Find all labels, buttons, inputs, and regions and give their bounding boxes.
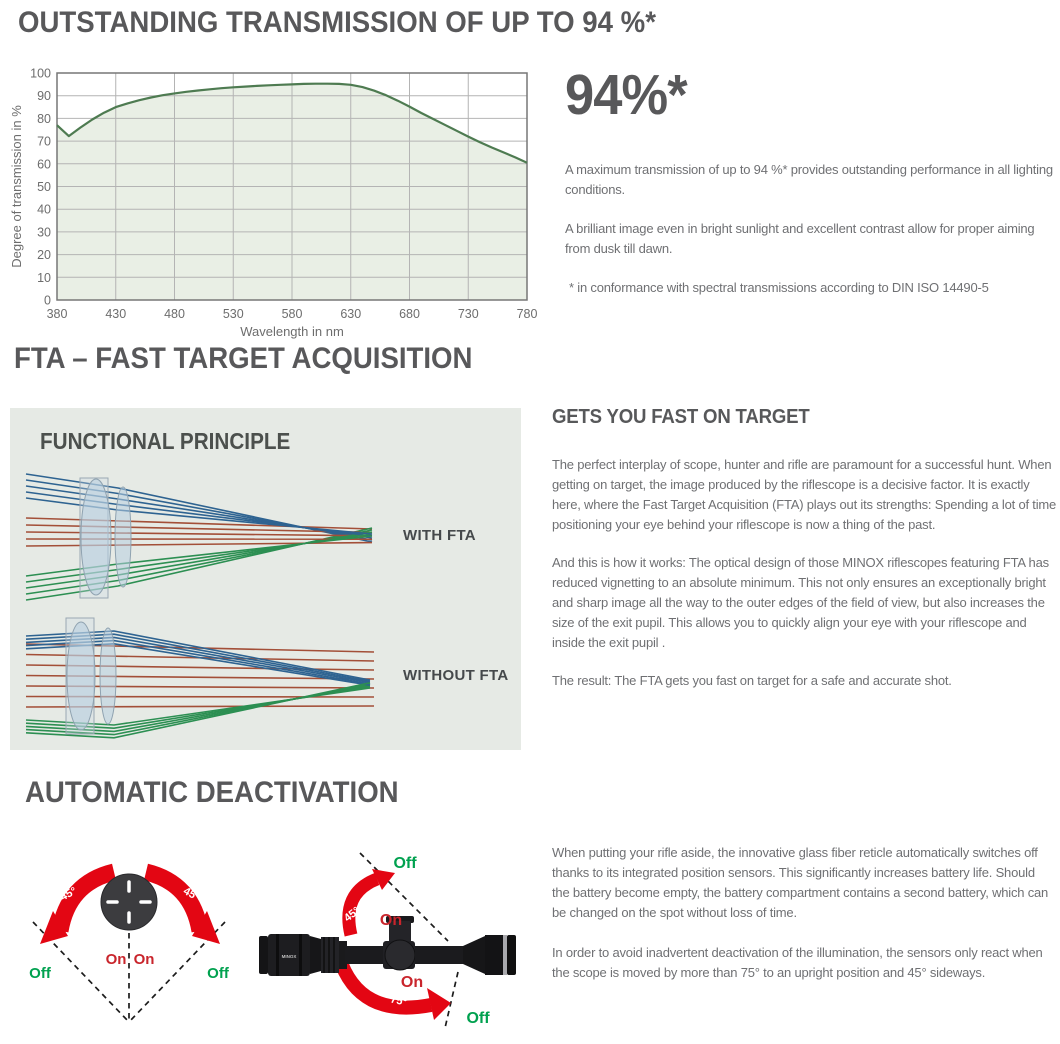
- tilt-on-right-label: On: [133, 951, 155, 968]
- tilt-45deg-left-label: 45°: [58, 885, 79, 904]
- svg-text:730: 730: [457, 307, 479, 321]
- svg-text:70: 70: [37, 134, 51, 149]
- deactivation-heading: AUTOMATIC DEACTIVATION: [25, 776, 399, 809]
- lower-dashed-line: [445, 972, 458, 1028]
- with-fta-label: WITH FTA: [403, 527, 476, 544]
- fta-subheading: GETS YOU FAST ON TARGET: [552, 406, 810, 428]
- lens-assembly-without: [66, 618, 116, 734]
- svg-text:380: 380: [46, 307, 68, 321]
- svg-text:0: 0: [44, 293, 51, 308]
- rotation-upright-diagram: [255, 835, 525, 1040]
- rot-off-bottom-label: Off: [466, 1010, 490, 1027]
- transmission-chart: [8, 64, 542, 356]
- fta-para-2: And this is how it works: The optical design of those MINOX riflescopes featuring FTA has reduced vignetting to an absolute minimum. This not only ensures an exceptionally bright and sharp image all the way to the outer edges of the field of view, but also increases the size of the exit pupil. This allows you to quickly align your eye with your riflescope and inside the exit pupil .: [552, 555, 1049, 650]
- lens-assembly-with: [80, 478, 131, 598]
- svg-text:530: 530: [222, 307, 244, 321]
- fta-para-3: The result: The FTA gets you fast on target for a safe and accurate shot.: [552, 673, 952, 688]
- tilt-on-left-label: On: [105, 951, 127, 968]
- tilt-sideways-diagram: [10, 845, 250, 1040]
- transmission-stat: 94%*: [565, 63, 687, 127]
- transmission-footnote: * in conformance with spectral transmissions according to DIN ISO 14490-5: [569, 279, 989, 295]
- svg-text:90: 90: [37, 89, 51, 104]
- deactivation-para-1: When putting your rifle aside, the innovative glass fiber reticle automatically switches off thanks to its integrated position sensors. This significantly increases battery life. Should the battery become empty, the battery compartment contains a second battery, which can be changed on the spot without loss of time.: [552, 845, 1049, 920]
- svg-text:20: 20: [37, 248, 51, 263]
- svg-text:680: 680: [399, 307, 420, 321]
- fta-functional-principle-panel: [10, 408, 521, 750]
- svg-text:100: 100: [30, 66, 51, 81]
- without-fta-label: WITHOUT FTA: [403, 667, 509, 684]
- rot-75deg-label: 75°: [389, 993, 409, 1009]
- deactivation-para-2: In order to avoid inadvertent deactivation of the illumination, the sensors only react when the scope is moved by more than 75° to an upright position and 45° sideways.: [552, 945, 1043, 980]
- scope-brand-label: MINOX: [281, 954, 297, 959]
- svg-text:580: 580: [281, 307, 303, 321]
- deactivation-text-column: [552, 843, 1055, 983]
- rot-on-top-label: On: [379, 912, 403, 929]
- transmission-text-column: [565, 63, 1057, 298]
- transmission-heading: OUTSTANDING TRANSMISSION OF UP TO 94 %*: [18, 6, 656, 39]
- svg-text:40: 40: [37, 202, 51, 217]
- svg-text:80: 80: [37, 111, 51, 126]
- fta-heading: FTA – FAST TARGET ACQUISITION: [14, 342, 473, 375]
- rot-on-bottom-label: On: [400, 974, 424, 991]
- svg-text:Wavelength in nm: Wavelength in nm: [240, 324, 344, 339]
- transmission-para-2: A brilliant image even in bright sunlight and excellent contrast allow for proper aiming from dusk till dawn.: [565, 220, 1035, 256]
- svg-text:30: 30: [37, 225, 51, 240]
- ray-diagram-without-fta: [18, 610, 378, 750]
- fta-text-column: [552, 406, 1057, 691]
- svg-text:Degree of transmission in %: Degree of transmission in %: [9, 105, 24, 268]
- transmission-para-1: A maximum transmission of up to 94 %* provides outstanding performance in all lighting conditions.: [565, 161, 1053, 197]
- svg-text:60: 60: [37, 157, 51, 172]
- rot-off-top-label: Off: [393, 855, 417, 872]
- tilt-45deg-right-label: 45°: [181, 885, 202, 904]
- svg-text:430: 430: [105, 307, 127, 321]
- svg-text:630: 630: [340, 307, 362, 321]
- svg-text:50: 50: [37, 180, 51, 194]
- ray-diagram-with-fta: [18, 466, 378, 611]
- fta-panel-title: FUNCTIONAL PRINCIPLE: [40, 428, 291, 454]
- tilt-off-right-label: Off: [207, 965, 229, 982]
- svg-text:480: 480: [164, 307, 185, 321]
- svg-text:780: 780: [516, 307, 538, 321]
- rot-45deg-label: 45°: [341, 904, 363, 925]
- fta-para-1: The perfect interplay of scope, hunter and rifle are paramount for a successful hunt. When getting on target, the image produced by the riflescope is a decisive factor. It is exactly here, where the Fast Target Acquisition (FTA) plays out its strengths: Spending a lot of time positioning your eye behind your riflescope is now a thing of the past.: [552, 457, 1057, 532]
- tilt-off-left-label: Off: [29, 965, 51, 982]
- svg-text:10: 10: [37, 270, 51, 285]
